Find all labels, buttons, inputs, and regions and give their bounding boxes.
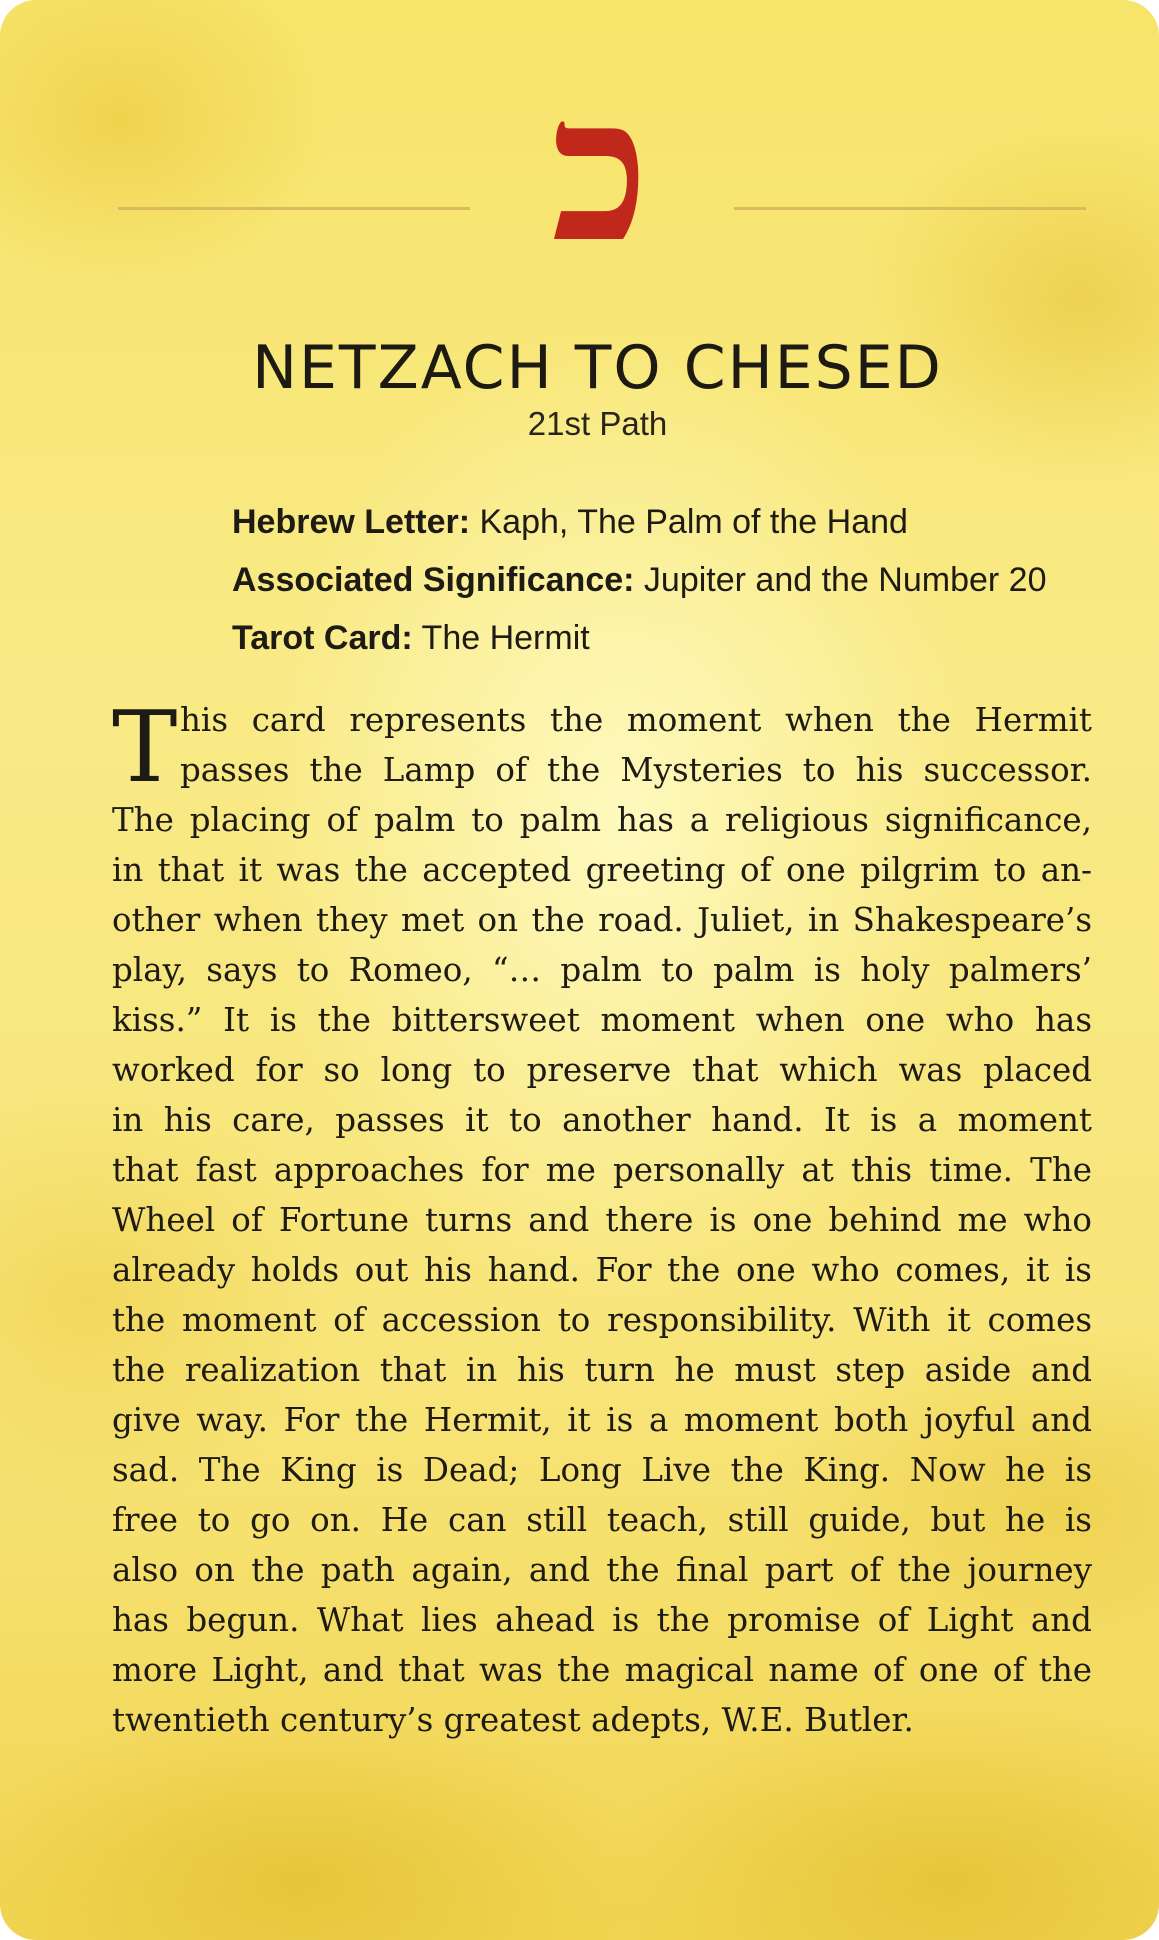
attribute-value: Jupiter and the Number 20 — [634, 561, 1047, 599]
attribute-value: The Hermit — [412, 619, 590, 657]
attribute-label: Hebrew Letter: — [232, 503, 471, 541]
attribute-hebrew-letter — [232, 496, 1112, 554]
attribute-value: Kaph, The Palm of the Hand — [470, 503, 908, 541]
body-line: the moment of accession to responsibility. With it comes — [112, 1301, 1092, 1339]
body-line: also on the path again, and the final part of the journey — [112, 1551, 1092, 1589]
attribute-associated-significance — [232, 554, 1112, 612]
card-title: NETZACH TO CHESED — [252, 333, 943, 403]
body-line: more Light, and that was the magical name of one of the — [112, 1651, 1092, 1689]
body-line: his card represents the moment when the Hermit — [180, 701, 1092, 739]
attribute-tarot-card — [232, 612, 1112, 670]
body-line: play, says to Romeo, “… palm to palm is holy palmers’ — [112, 951, 1092, 989]
body-line: the realization that in his turn he must step aside and — [112, 1351, 1092, 1389]
body-line: free to go on. He can still teach, still guide, but he is — [112, 1501, 1092, 1539]
body-line: twentieth century’s greatest adepts, W.E. Butler. — [112, 1701, 914, 1739]
body-line: already holds out his hand. For the one who comes, it is — [112, 1251, 1092, 1289]
drop-cap: T — [112, 691, 178, 805]
body-line: has begun. What lies ahead is the promise of Light and — [112, 1601, 1092, 1639]
hebrew-letter-kaph: כ — [551, 52, 649, 287]
attribute-label: Associated Significance: — [232, 561, 635, 599]
decorative-rule-left — [118, 207, 470, 210]
body-line: in his care, passes it to another hand. It is a moment — [112, 1101, 1092, 1139]
body-line: that fast approaches for me personally at this time. The — [112, 1151, 1092, 1189]
body-line: give way. For the Hermit, it is a moment both joyful and — [112, 1401, 1092, 1439]
path-number: 21st Path — [527, 405, 668, 442]
decorative-rule-right — [734, 207, 1086, 210]
body-line: The placing of palm to palm has a religious significance, — [112, 801, 1092, 839]
body-line: Wheel of Fortune turns and there is one behind me who — [112, 1201, 1092, 1239]
card-description — [112, 691, 1092, 1745]
body-line: sad. The King is Dead; Long Live the King. Now he is — [112, 1451, 1092, 1489]
card-attributes — [232, 496, 1112, 670]
body-line: worked for so long to preserve that which was placed — [112, 1051, 1092, 1089]
body-line: passes the Lamp of the Mysteries to his successor. — [180, 751, 1092, 789]
body-line: kiss.” It is the bittersweet moment when one who has — [112, 1001, 1092, 1039]
body-line: other when they met on the road. Juliet, in Shakespeare’s — [112, 901, 1092, 939]
attribute-label: Tarot Card: — [232, 619, 413, 657]
body-line: in that it was the accepted greeting of one pilgrim to an- — [112, 851, 1092, 889]
